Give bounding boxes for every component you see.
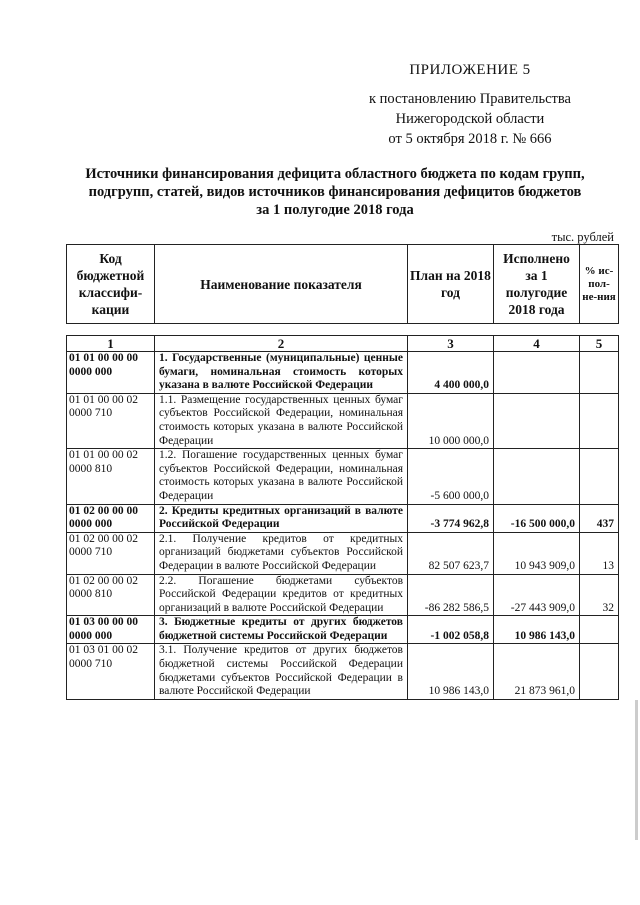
row-code: 01 02 00 00 00 0000 000	[67, 504, 155, 532]
row-done: 10 943 909,0	[494, 532, 580, 574]
row-code: 01 01 00 00 02 0000 710	[67, 393, 155, 448]
row-done	[494, 449, 580, 504]
column-number: 4	[494, 336, 580, 352]
row-plan: 82 507 623,7	[408, 532, 494, 574]
header-table	[66, 244, 619, 324]
appendix-line-1: к постановлению Правительства	[369, 91, 571, 107]
document-title	[60, 165, 610, 219]
title-line-3: за 1 полугодие 2018 года	[256, 202, 414, 218]
appendix-line-3: от 5 октября 2018 г. № 666	[388, 131, 552, 147]
row-code: 01 02 00 00 02 0000 710	[67, 532, 155, 574]
header-code: Код бюджетной классифи-кации	[67, 245, 155, 324]
appendix-line-2: Нижегородской области	[395, 111, 545, 127]
row-done	[494, 352, 580, 394]
title-line-1: Источники финансирования дефицита областного бюджета по кодам групп,	[85, 166, 585, 182]
row-percent	[580, 644, 619, 699]
row-plan: 10 986 143,0	[408, 644, 494, 699]
table-row	[67, 616, 619, 644]
row-done: 21 873 961,0	[494, 644, 580, 699]
row-percent	[580, 616, 619, 644]
header-plan: План на 2018 год	[408, 245, 494, 324]
row-name: 1. Государственные (муниципальные) ценные бумаги, номинальная стоимость которых указана в валюте Российской Федерации	[155, 352, 408, 394]
row-plan: -86 282 586,5	[408, 574, 494, 616]
table-row	[67, 352, 619, 394]
scan-edge-mark	[635, 700, 638, 840]
row-percent	[580, 449, 619, 504]
row-name: 2. Кредиты кредитных организаций в валюте Российской Федерации	[155, 504, 408, 532]
column-number: 1	[67, 336, 155, 352]
header-done: Исполнено за 1 полугодие 2018 года	[494, 245, 580, 324]
header-name: Наименование показателя	[155, 245, 408, 324]
row-name: 2.1. Получение кредитов от кредитных организаций бюджетами субъектов Российской Федерации в валюте Российской Федерации	[155, 532, 408, 574]
title-line-2: подгрупп, статей, видов источников финансирования дефицитов бюджетов	[88, 184, 582, 200]
row-done: -16 500 000,0	[494, 504, 580, 532]
row-plan: 4 400 000,0	[408, 352, 494, 394]
row-done	[494, 393, 580, 448]
row-percent	[580, 352, 619, 394]
table-row	[67, 504, 619, 532]
row-name: 3.1. Получение кредитов от других бюджетов бюджетной системы Российской Федерации бюджетами субъектов Российской Федерации в валюте Российской Федерации	[155, 644, 408, 699]
appendix-title: ПРИЛОЖЕНИЕ 5	[409, 62, 531, 78]
row-done: -27 443 909,0	[494, 574, 580, 616]
table-row	[67, 532, 619, 574]
units-label: тыс. рублей	[551, 230, 614, 244]
column-number-row	[67, 336, 619, 352]
column-number: 5	[580, 336, 619, 352]
row-name: 1.2. Погашение государственных ценных бумаг субъектов Российской Федерации, номинальная стоимость которых указана в валюте Российской Федерации	[155, 449, 408, 504]
row-name: 3. Бюджетные кредиты от других бюджетов бюджетной системы Российской Федерации	[155, 616, 408, 644]
row-name: 1.1. Размещение государственных ценных бумаг субъектов Российской Федерации, номинальная стоимость которых указана в валюте Российской Федерации	[155, 393, 408, 448]
column-number: 3	[408, 336, 494, 352]
data-table	[66, 335, 619, 700]
appendix-block	[340, 60, 600, 149]
row-code: 01 02 00 00 02 0000 810	[67, 574, 155, 616]
column-number: 2	[155, 336, 408, 352]
row-code: 01 03 00 00 00 0000 000	[67, 616, 155, 644]
row-percent: 437	[580, 504, 619, 532]
row-plan: -5 600 000,0	[408, 449, 494, 504]
header-row	[67, 245, 619, 324]
row-plan: 10 000 000,0	[408, 393, 494, 448]
row-code: 01 01 00 00 00 0000 000	[67, 352, 155, 394]
table-row	[67, 644, 619, 699]
row-done: 10 986 143,0	[494, 616, 580, 644]
row-name: 2.2. Погашение бюджетами субъектов Российской Федерации кредитов от кредитных организаций в валюте Российской Федерации	[155, 574, 408, 616]
header-percent: % ис-пол-не-ния	[580, 245, 619, 324]
row-percent: 13	[580, 532, 619, 574]
row-code: 01 03 01 00 02 0000 710	[67, 644, 155, 699]
row-percent: 32	[580, 574, 619, 616]
row-percent	[580, 393, 619, 448]
row-code: 01 01 00 00 02 0000 810	[67, 449, 155, 504]
row-plan: -3 774 962,8	[408, 504, 494, 532]
row-plan: -1 002 058,8	[408, 616, 494, 644]
table-row	[67, 393, 619, 448]
table-row	[67, 449, 619, 504]
table-row	[67, 574, 619, 616]
